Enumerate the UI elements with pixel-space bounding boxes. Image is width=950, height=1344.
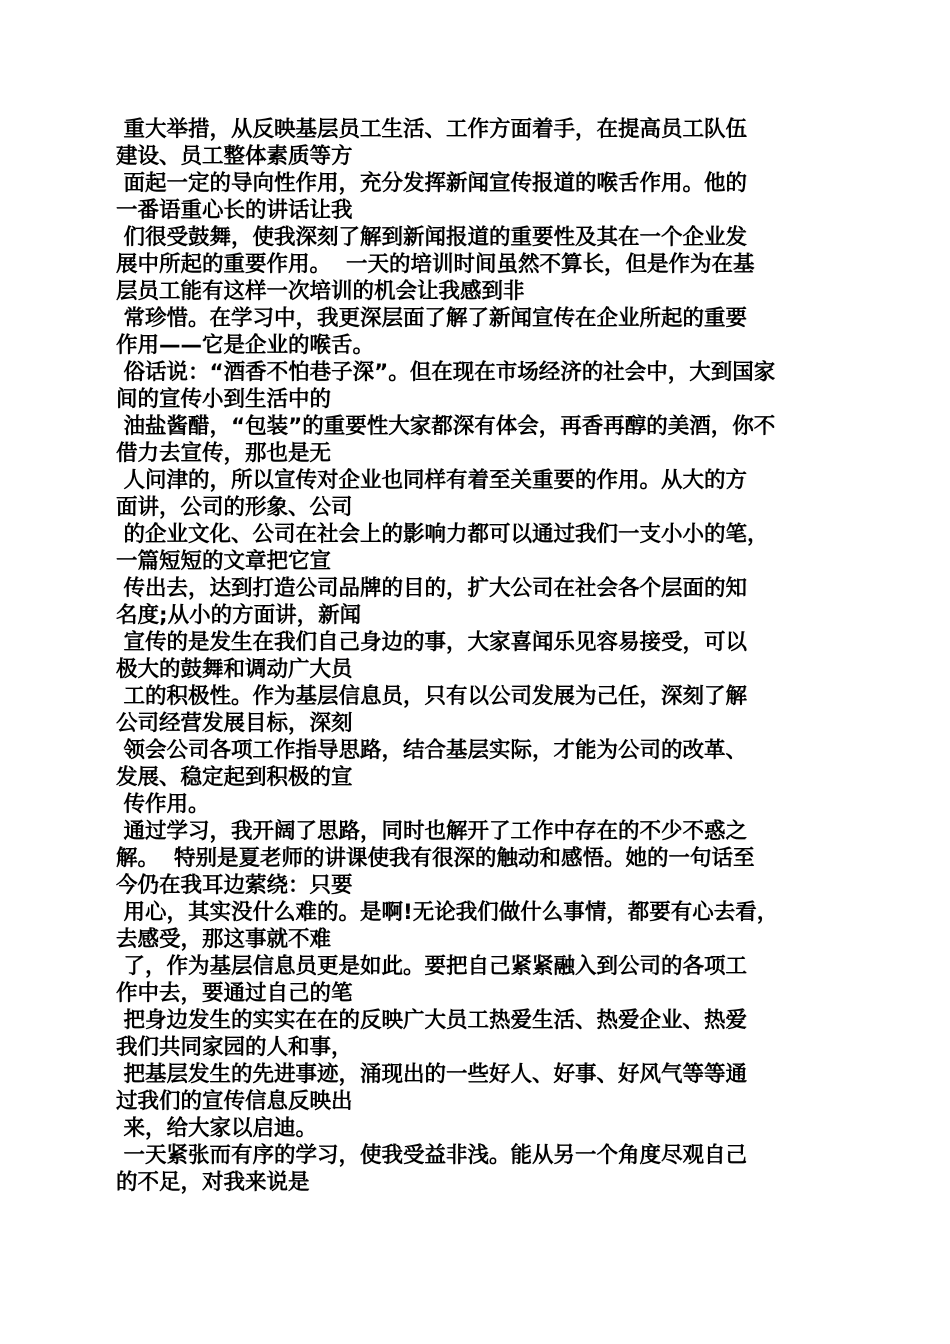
text-line: 宣传的是发生在我们自己身边的事，大家喜闻乐见容易接受，可以	[116, 630, 747, 655]
text-line: 间的宣传小到生活中的	[116, 387, 332, 412]
text-line: 公司经营发展目标，深刻	[116, 711, 353, 736]
text-line: 传作用。	[116, 792, 210, 817]
text-line: 名度;从小的方面讲，新闻	[116, 603, 362, 628]
text-line: 通过学习，我开阔了思路，同时也解开了工作中存在的不少不惑之	[116, 819, 747, 844]
text-line: 过我们的宣传信息反映出	[116, 1089, 353, 1114]
text-line: 面讲，公司的形象、公司	[116, 495, 353, 520]
text-line: 一天紧张而有序的学习，使我受益非浅。能从另一个角度尽观自己	[116, 1143, 747, 1168]
text-line: 借力去宣传，那也是无	[116, 441, 332, 466]
text-line: 重大举措，从反映基层员工生活、工作方面着手，在提高员工队伍	[116, 117, 747, 142]
text-line: 把身边发生的实实在在的反映广大员工热爱生活、热爱企业、热爱	[116, 1008, 747, 1033]
text-line: 建设、员工整体素质等方	[116, 144, 353, 169]
text-line: 了，作为基层信息员更是如此。要把自己紧紧融入到公司的各项工	[116, 954, 747, 979]
text-line: 的企业文化、公司在社会上的影响力都可以通过我们一支小小的笔，	[116, 522, 769, 547]
text-line: 常珍惜。在学习中，我更深层面了解了新闻宣传在企业所起的重要	[116, 306, 747, 331]
text-line: 一番语重心长的讲话让我	[116, 198, 353, 223]
text-line: 作用——它是企业的喉舌。	[116, 333, 375, 358]
text-line: 面起一定的导向性作用，充分发挥新闻宣传报道的喉舌作用。他的	[116, 171, 747, 196]
text-line: 们很受鼓舞，使我深刻了解到新闻报道的重要性及其在一个企业发	[116, 225, 747, 250]
text-line: 来，给大家以启迪。	[116, 1116, 317, 1141]
text-line: 把基层发生的先进事迹，涌现出的一些好人、好事、好风气等等通	[116, 1062, 747, 1087]
text-line: 领会公司各项工作指导思路，结合基层实际，才能为公司的改革、	[116, 738, 747, 763]
text-line: 解。 特别是夏老师的讲课使我有很深的触动和感悟。她的一句话至	[116, 846, 755, 871]
text-line: 今仍在我耳边萦绕：只要	[116, 873, 353, 898]
text-line: 去感受，那这事就不难	[116, 927, 332, 952]
text-line: 传出去，达到打造公司品牌的目的，扩大公司在社会各个层面的知	[116, 576, 747, 601]
text-line: 俗话说：“酒香不怕巷子深”。但在现在市场经济的社会中，大到国家	[116, 360, 776, 385]
text-line: 用心，其实没什么难的。是啊!无论我们做什么事情，都要有心去看，	[116, 900, 779, 925]
text-line: 我们共同家园的人和事，	[116, 1035, 353, 1060]
text-line: 油盐酱醋，“包装”的重要性大家都深有体会，再香再醇的美酒，你不	[116, 414, 776, 439]
text-line: 工的积极性。作为基层信息员，只有以公司发展为己任，深刻了解	[116, 684, 747, 709]
text-line: 展中所起的重要作用。 一天的培训时间虽然不算长，但是作为在基	[116, 252, 755, 277]
document-body-text	[116, 116, 836, 1196]
text-line: 人问津的，所以宣传对企业也同样有着至关重要的作用。从大的方	[116, 468, 747, 493]
text-line: 层员工能有这样一次培训的机会让我感到非	[116, 279, 525, 304]
text-line: 的不足，对我来说是	[116, 1170, 310, 1195]
text-line: 发展、稳定起到积极的宣	[116, 765, 353, 790]
text-line: 一篇短短的文章把它宣	[116, 549, 332, 574]
text-line: 作中去，要通过自己的笔	[116, 981, 353, 1006]
text-line: 极大的鼓舞和调动广大员	[116, 657, 353, 682]
